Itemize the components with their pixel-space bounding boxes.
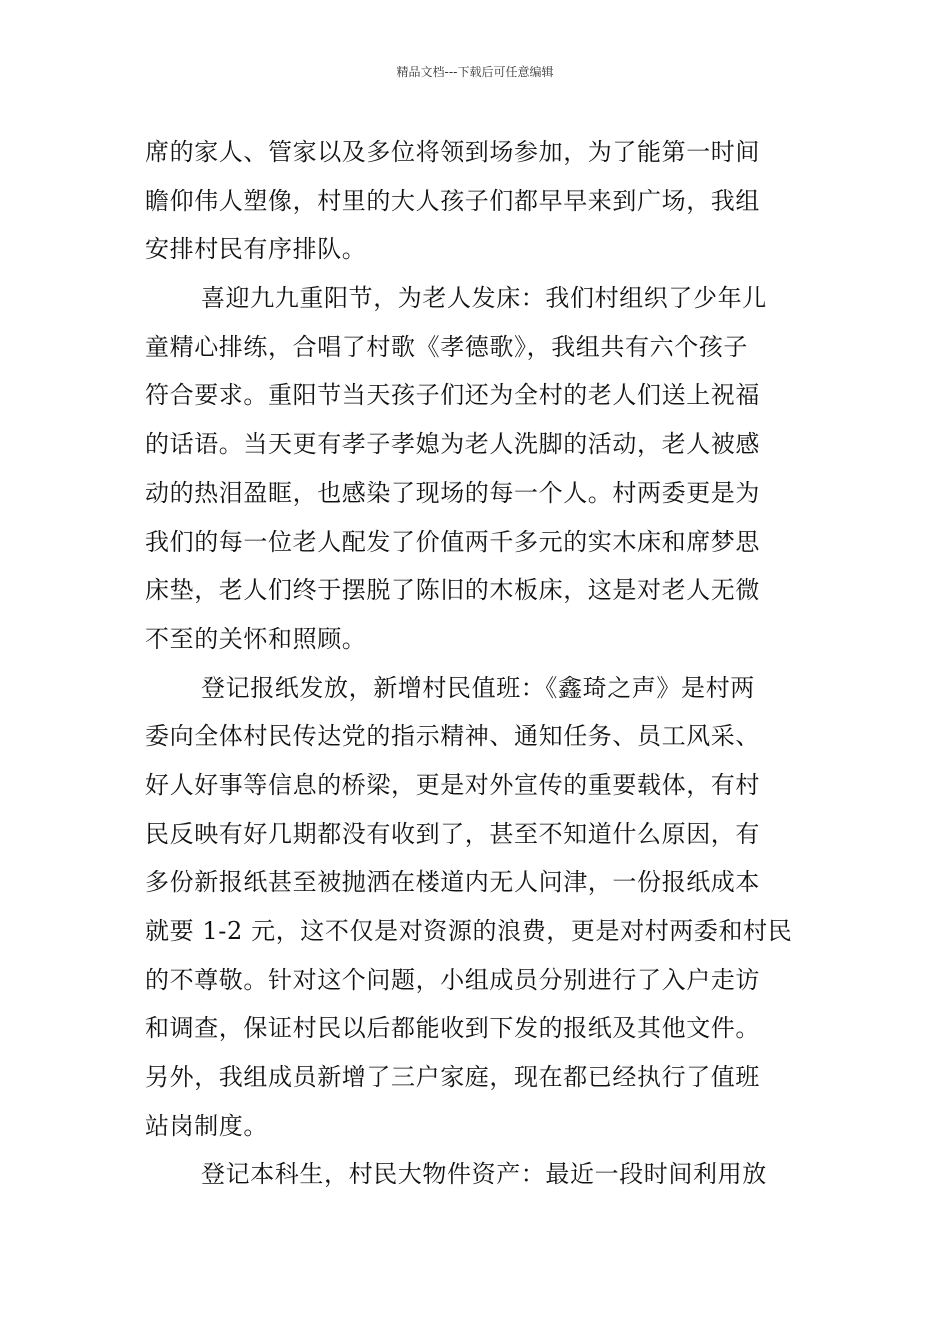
text-line: 站岗制度。: [145, 1111, 268, 1140]
paragraph-first-line: 喜迎九九重阳节，为老人发床：我们村组织了少年儿: [201, 284, 767, 313]
text-line: 安排村民有序排队。: [145, 235, 367, 264]
text-line: 符合要求。重阳节当天孩子们还为全村的老人们送上祝福: [145, 381, 760, 410]
paragraph-first-line: 登记本科生，村民大物件资产：最近一段时间利用放: [201, 1160, 767, 1189]
text-line: 和调查，保证村民以后都能收到下发的报纸及其他文件。: [145, 1014, 760, 1043]
page-header: 精品文档---下载后可任意编辑: [396, 65, 554, 79]
body-text: [145, 128, 810, 1199]
text-line: 瞻仰伟人塑像，村里的大人孩子们都早早来到广场，我组: [145, 186, 760, 215]
text-line: 我们的每一位老人配发了价值两千多元的实木床和席梦思: [145, 527, 760, 556]
text-line: 童精心排练，合唱了村歌《孝德歌》，我组共有六个孩子: [145, 332, 748, 361]
text-line: 的不尊敬。针对这个问题，小组成员分别进行了入户走访: [145, 965, 760, 994]
text-line: 不至的关怀和照顾。: [145, 624, 367, 653]
text-line: 席的家人、管家以及多位将领到场参加，为了能第一时间: [145, 138, 760, 166]
text-line: 民反映有好几期都没有收到了，甚至不知道什么原因，有: [145, 819, 760, 848]
text-line: 动的热泪盈眶，也感染了现场的每一个人。村两委更是为: [145, 478, 760, 507]
text-line: 就要 1-2 元，这不仅是对资源的浪费，更是对村两委和村民: [145, 917, 793, 945]
paragraph-first-line: 登记报纸发放，新增村民值班：《鑫琦之声》是村两: [201, 673, 755, 702]
text-line: 多份新报纸甚至被抛洒在楼道内无人问津，一份报纸成本: [145, 868, 760, 897]
text-line: 床垫，老人们终于摆脱了陈旧的木板床，这是对老人无微: [145, 576, 760, 605]
text-line: 的话语。当天更有孝子孝媳为老人洗脚的活动，老人被感: [145, 430, 760, 459]
text-line: 另外，我组成员新增了三户家庭，现在都已经执行了值班: [145, 1063, 760, 1092]
text-line: 委向全体村民传达党的指示精神、通知任务、员工风采、: [145, 722, 760, 751]
text-line: 好人好事等信息的桥梁，更是对外宣传的重要载体，有村: [145, 770, 760, 799]
